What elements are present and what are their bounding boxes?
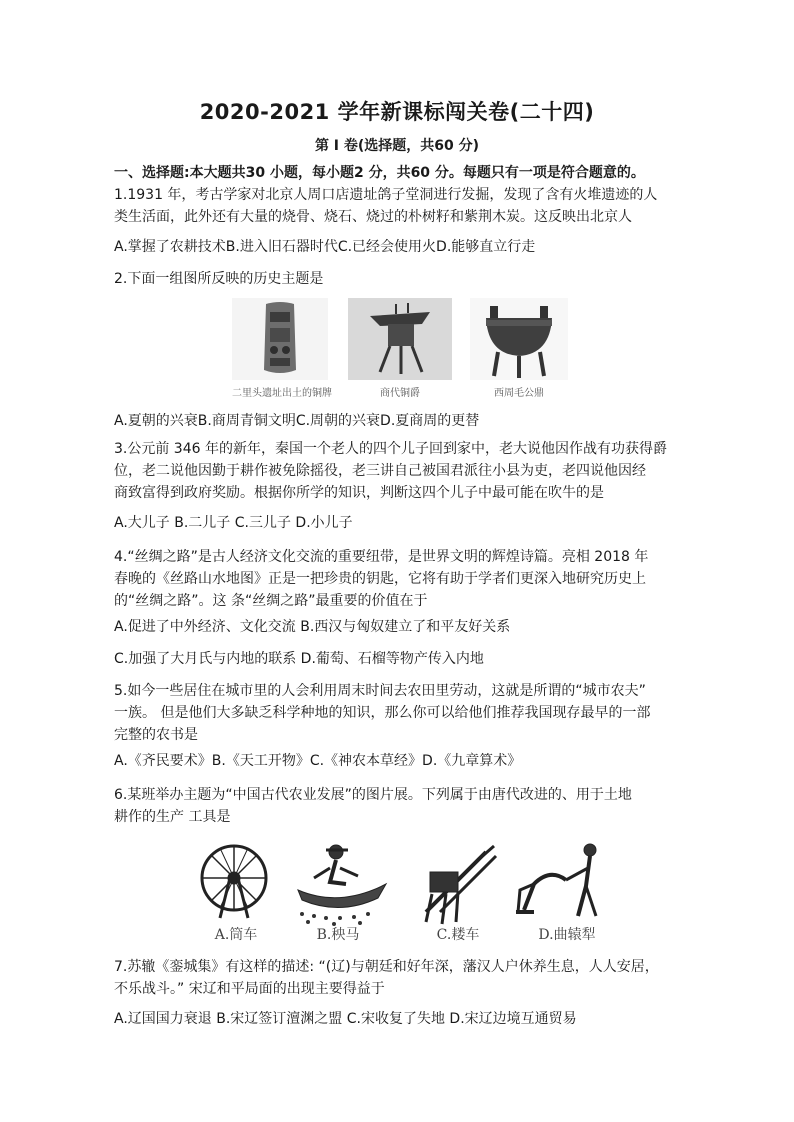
q3-options: A.大儿子 B.二儿子 C.三儿子 D.小儿子 (114, 515, 353, 531)
q4-options-row2: C.加强了大月氏与内地的联系 D.葡萄、石榴等物产传入内地 (114, 651, 484, 667)
q4-line1: 4.“丝绸之路”是古人经济文化交流的重要纽带，是世界文明的辉煌诗篇。亮相 2018 年 (114, 549, 649, 565)
q6-caption-b: B.秧马 (316, 927, 360, 943)
q1-line2: 类生活面，此外还有大量的烧骨、烧石、烧过的朴树籽和紫荆木炭。这反映出北京人 (114, 209, 632, 225)
q5-line3: 完整的农书是 (114, 727, 198, 743)
q3-line1: 3.公元前 346 年的新年，秦国一个老人的四个儿子回到家中，老大说他因作战有功获得爵 (114, 441, 667, 457)
q6-line2: 耕作的生产 工具是 (114, 809, 231, 825)
bronze-ding-image (470, 298, 568, 380)
page-title: 2020-2021 学年新课标闯关卷(二十四) (199, 100, 595, 124)
curved-plough-image (516, 844, 596, 916)
q1-line1: 1.1931 年，考古学家对北京人周口店遗址鸽子堂洞进行发掘，发现了含有火堆遗迹的人 (114, 187, 658, 203)
q3-line3: 商致富得到政府奖励。根据你所学的知识，判断这四个儿子中最可能在吹牛的是 (114, 485, 604, 501)
q2-options: A.夏朝的兴衰B.商周青铜文明C.周朝的兴衰D.夏商周的更替 (114, 413, 480, 429)
q4-options-row1: A.促进了中外经济、文化交流 B.西汉与匈奴建立了和平友好关系 (114, 619, 511, 635)
q2-caption-jue: 商代铜爵 (380, 388, 420, 399)
q4-line3: 的“丝绸之路”。这 条“丝绸之路”最重要的价值在于 (114, 593, 428, 609)
q7-line2: 不乐战斗。” 宋辽和平局面的出现主要得益于 (114, 981, 385, 997)
q1-options: A.掌握了农耕技术B.进入旧石器时代C.已经会使用火D.能够直立行走 (114, 239, 536, 255)
farm-tools-figures (190, 838, 620, 926)
q3-line2: 位，老二说他因勤于耕作被免除摇役，老三讲自己被国君派往小县为吏，老四说他因经 (114, 463, 646, 479)
q4-line2: 春晚的《丝路山水地图》正是一把珍贵的钥匙，它将有助于学者们更深入地研究历史上 (114, 571, 646, 587)
q7-options: A.辽国国力衰退 B.宋辽签订澶渊之盟 C.宋收复了失地 D.宋辽边境互通贸易 (114, 1011, 577, 1027)
bronze-jue-image (348, 298, 452, 380)
q6-caption-a: A.筒车 (214, 927, 258, 943)
q7-line1: 7.苏辙《銮城集》有这样的描述: “(辽)与朝廷和好年深，藩汉人户休养生息，人人安居， (114, 959, 659, 975)
q2-stem: 2.下面一组图所反映的历史主题是 (114, 271, 324, 287)
q6-caption-c: C.耧车 (436, 927, 480, 943)
q2-caption-plaque: 二里头遗址出土的铜牌 (232, 388, 332, 399)
q5-line2: 一族。 但是他们大多缺乏科学种地的知识，那么你可以给他们推荐我国现存最早的一部 (114, 705, 651, 721)
seedling-horse-image (298, 845, 386, 926)
bronze-figures (230, 298, 570, 398)
section-heading: 一、选择题:本大题共30 小题，每小题2 分，共60 分。每题只有一项是符合题意的。 (114, 165, 645, 181)
waterwheel-image (202, 846, 266, 918)
q5-line1: 5.如今一些居住在城市里的人会利用周末时间去农田里劳动，这就是所谓的“城市农夫” (114, 683, 646, 699)
seed-drill-image (426, 846, 496, 924)
q5-options: A.《齐民要术》B.《天工开物》C.《神农本草经》D.《九章算术》 (114, 753, 522, 769)
section-subtitle: 第 I 卷(选择题，共60 分) (314, 138, 480, 154)
q6-caption-d: D.曲辕犁 (538, 927, 596, 943)
q2-caption-ding: 西周毛公鼎 (494, 388, 544, 399)
bronze-plaque-image (232, 298, 328, 380)
q6-line1: 6.某班举办主题为“中国古代农业发展”的图片展。下列属于由唐代改进的、用于土地 (114, 787, 632, 803)
